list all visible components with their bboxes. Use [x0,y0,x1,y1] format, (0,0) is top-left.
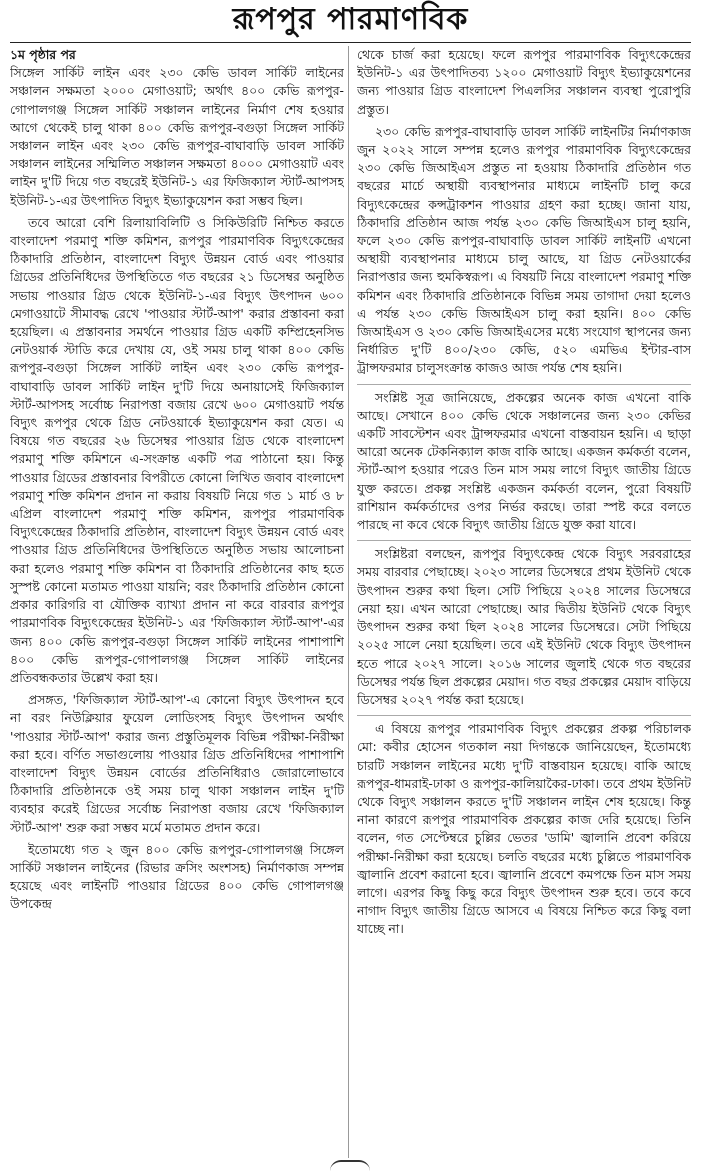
paragraph: ২৩০ কেভি রূপপুর-বাঘাবাড়ি ডাবল সার্কিট লাইনটির নির্মাণকাজ জুন ২০২২ সালে সম্পন্ন হলেও রূপপুর পারমাণবিক বিদ্যুৎকেন্দ্রের ২৩০ কেভি জিআইএস প্রস্তুত না হওয়ায় ঠিকাদারি প্রতিষ্ঠান গত বছরের মার্চে অস্থায়ী ব্যবস্থাপনার মাধ্যমে লাইনটি চালু করে বিদ্যুৎকেন্দ্রের কন্সট্রাকশন পাওয়ার গ্রহণ করা হচ্ছে। জানা যায়, ঠিকাদারি প্রতিষ্ঠান আজ পর্যন্ত ২৩০ কেভি জিআইএস চালু হয়নি, ফলে ২৩০ কেভি রূপপুর-বাঘাবাড়ি ডাবল সার্কিট লাইনটি এখনো অস্থায়ী ব্যবস্থাপনার মাধ্যমে চালু আছে, যা গ্রিড নেটওয়ার্কের নিরাপত্তার জন্য হুমকিস্বরূপ। এ বিষয়টি নিয়ে বাংলাদেশ পরমাণু শক্তি কমিশন এবং ঠিকাদারি প্রতিষ্ঠানকে বিভিন্ন সময় তাগাদা দেয়া হলেও এ পর্যন্ত ২৩০ কেভি জিআইএস চালু করা হয়নি। ৪০০ কেভি জিআইএস ও ২৩০ কেভি জিআইএসের মধ্যে সংযোগ স্থাপনের জন্য নির্ধারিত দু'টি ৪০০/২৩০ কেভি, ৫২০ এমভিএ ইন্টার-বাস ট্রান্সফরমার চালুসংক্রান্ত কাজও আজ পর্যন্ত শেষ হয়নি। [357,123,691,376]
paragraph: সিঙ্গেল সার্কিট লাইন এবং ২৩০ কেভি ডাবল সার্কিট লাইনের সঞ্চালন সক্ষমতা ২০০০ মেগাওয়াট; অর্থাৎ ৪০০ কেভি রূপপুর-গোপালগঞ্জ সিঙ্গেল সার্কিট সঞ্চালন লাইনের নির্মাণ শেষ হওয়ার আগে থেকেই চালু থাকা ৪০০ কেভি রূপপুর-বগুড়া সিঙ্গেল সার্কিট সঞ্চালন লাইন এবং ২৩০ কেভি রূপপুর-বাঘাবাড়ি ডাবল সার্কিট সঞ্চালন লাইনের সম্মিলিত সঞ্চালন সক্ষমতা ৪০০০ মেগাওয়াট এবং লাইন দু'টি দিয়ে গত বছরেই ইউনিট-১ এর ফিজিক্যাল স্টার্ট-আপসহ ইউনিট-১-এর উৎপাদিত বিদ্যুৎ ইভ্যাকুয়েশন করা সম্ভব ছিল। [10,65,344,208]
paragraph: সংশ্লিষ্টরা বলছেন, রূপপুর বিদ্যুৎকেন্দ্র থেকে বিদ্যুৎ সরবরাহের সময় বারবার পেছাচ্ছে। ২০২৩ সালের ডিসেম্বরে প্রথম ইউনিট থেকে উৎপাদন শুরুর কথা ছিল। সেটি পিছিয়ে ২০২৪ সালের ডিসেম্বরে নেয়া হয়। এখন আরো পেছাচ্ছে। আর দ্বিতীয় ইউনিট থেকে বিদ্যুৎ উৎপাদন শুরুর কথা ছিল ২০২৪ সালের ডিসেম্বরে। সেটা পিছিয়ে ২০২৫ সালে নেয়া হয়েছিল। তবে এই ইউনিট থেকে বিদ্যুৎ উৎপাদন হতে পারে ২০২৭ সালে। ২০১৬ সালের জুলাই থেকে গত বছরের ডিসেম্বর পর্যন্ত ছিল প্রকল্পের মেয়াদ। গত বছর প্রকল্পের মেয়াদ বাড়িয়ে ডিসেম্বর ২০২৭ পর্যন্ত করা হয়েছে। [357,540,691,709]
headline-rule [10,42,691,43]
paragraph: তবে আরো বেশি রিলায়াবিলিটি ও সিকিউরিটি নিশ্চিত করতে বাংলাদেশ পরমাণু শক্তি কমিশন, রূপপুর পারমাণবিক বিদ্যুৎকেন্দ্রের ঠিকাদারি প্রতিষ্ঠান, বাংলাদেশ বিদ্যুৎ উন্নয়ন বোর্ড এবং পাওয়ার গ্রিডের প্রতিনিধিদের উপস্থিতিতে গত বছরের ২১ ডিসেম্বর অনুষ্ঠিত সভায় পাওয়ার গ্রিড থেকে ইউনিট-১-এর বিদ্যুৎ উৎপাদন ৬০০ মেগাওয়াটে সীমাবদ্ধ রেখে 'পাওয়ার স্টার্ট-আপ' করার প্রস্তাবনা করা হয়েছিল। এ প্রস্তাবনার সমর্থনে পাওয়ার গ্রিড একটি কম্প্রিহেনসিভ নেটওয়ার্ক স্টাডি করে দেখায় যে, ওই সময় চালু থাকা ৪০০ কেভি রূপপুর-বগুড়া সিঙ্গেল সার্কিট লাইন এবং ২৩০ কেভি রূপপুর-বাঘাবাড়ি ডাবল সার্কিট লাইন দু'টি দিয়ে অনায়াসেই ফিজিক্যাল স্টার্ট-আপসহ সর্বোচ্চ নিরাপত্তা বজায় রেখে ৬০০ মেগাওয়াট পর্যন্ত বিদ্যুৎ রূপপুর থেকে গ্রিড নেটওয়ার্কে ইভ্যাকুয়েশন করা যেত। এ বিষয়ে গত বছরের ২৬ ডিসেম্বর পাওয়ার গ্রিড থেকে বাংলাদেশ পরমাণু শক্তি কমিশনে এ-সংক্রান্ত একটি পত্র পাঠানো হয়। কিন্তু পাওয়ার গ্রিডের প্রস্তাবনার বিপরীতে কোনো লিখিত জবাব বাংলাদেশ পরমাণু শক্তি কমিশন প্রদান না করায় বিষয়টি নিয়ে গত ১ মার্চ ও ৮ এপ্রিল বাংলাদেশ পরমাণু শক্তি কমিশন, রূপপুর পারমাণবিক বিদ্যুৎকেন্দ্রের ঠিকাদারি প্রতিষ্ঠান, বাংলাদেশ বিদ্যুৎ উন্নয়ন বোর্ড এবং পাওয়ার গ্রিড প্রতিনিধিদের উপস্থিতিতে অনুষ্ঠিত সভায় আলোচনা করা হলেও পরমাণু শক্তি কমিশন বা ঠিকাদারি প্রতিষ্ঠানের কাছ হতে সুস্পষ্ট কোনো মতামত পাওয়া যায়নি; বরং ঠিকাদারি প্রতিষ্ঠান কোনো প্রকার কারিগরি বা যৌক্তিক ব্যাখ্যা প্রদান না করে বারবার রূপপুর পারমাণবিক বিদ্যুৎকেন্দ্রের ইউনিট-১ এর 'ফিজিক্যাল স্টার্ট-আপ'-এর জন্য ৪০০ কেভি রূপপুর-বগুড়া সিঙ্গেল সার্কিট লাইনের পাশাপাশি ৪০০ কেভি রূপপুর-গোপালগঞ্জ সিঙ্গেল সার্কিট লাইনের প্রতিবন্ধকতার উল্লেখ করা হয়। [10,214,344,685]
column-divider [348,46,349,1158]
footer-ornament [330,1160,370,1171]
right-column [357,46,691,1156]
paragraph: থেকে চার্জ করা হয়েছে। ফলে রূপপুর পারমাণবিক বিদ্যুৎকেন্দ্রের ইউনিট-১ এর উৎপাদিতব্য ১২০০ মেগাওয়াট বিদ্যুৎ ইভ্যাকুয়েশনের জন্য পাওয়ার গ্রিড বাংলাদেশ পিএলসির সঞ্চালন ব্যবস্থা পুরোপুরি প্রস্তুত। [357,47,691,117]
continued-from-label: ১ম পৃষ্ঠার পর [10,47,76,62]
paragraph: এ বিষয়ে রূপপুর পারমাণবিক বিদ্যুৎ প্রকল্পের প্রকল্প পরিচালক মো: কবীর হোসেন গতকাল নয়া দিগন্তকে জানিয়েছেন, ইতোমধ্যে চারটি সঞ্চালন লাইনের মধ্যে দু'টি বাস্তবায়ন হয়েছে। বাকি আছে রূপপুর-ধামরাই-ঢাকা ও রূপপুর-কালিয়াকৈর-ঢাকা। তবে প্রথম ইউনিট থেকে বিদ্যুৎ সঞ্চালন করতে দু'টি সঞ্চালন লাইন শেষ হয়েছে। কিন্তু নানা কারণে রূপপুর পারমাণবিক প্রকল্পের কাজ দেরি হয়েছে। তিনি বলেন, গত সেপ্টেম্বরে চুল্লির ভেতর 'ডামি' জ্বালানি প্রবেশ করিয়ে পরীক্ষা-নিরীক্ষা করা হয়েছে। চলতি বছরের মধ্যে চুল্লিতে পারমাণবিক জ্বালানি প্রবেশ করানো হবে। জ্বালানি প্রবেশে কমপক্ষে তিন মাস সময় লাগে। এরপর কিছু কিছু করে বিদ্যুৎ উৎপাদন শুরু হবে। তবে কবে নাগাদ বিদ্যুৎ জাতীয় গ্রিডে আসবে এ বিষয়ে নিশ্চিত করে কিছু বলা যাচ্ছে না। [357,715,691,938]
paragraph: ইতোমধ্যে গত ২ জুন ৪০০ কেভি রূপপুর-গোপালগঞ্জ সিঙ্গেল সার্কিট সঞ্চালন লাইনের (রিভার ক্রসিং অংশসহ) নির্মাণকাজ সম্পন্ন হয়েছে এবং লাইনটি পাওয়ার গ্রিডের ৪০০ কেভি গোপালগঞ্জ উপকেন্দ্র [10,841,344,912]
left-column [10,46,344,1156]
page-headline: রূপপুর পারমাণবিক [232,2,469,37]
paragraph: প্রসঙ্গত, 'ফিজিক্যাল স্টার্ট-আপ'-এ কোনো বিদ্যুৎ উৎপাদন হবে না বরং নিউক্লিয়ার ফুয়েল লোডিংসহ বিদ্যুৎ উৎপাদন অর্থাৎ 'পাওয়ার স্টার্ট-আপ' করার জন্য প্রস্তুতিমূলক বিভিন্ন পরীক্ষা-নিরীক্ষা করা হবে। বর্ণিত সভাগুলোয় পাওয়ার গ্রিড প্রতিনিধিদের পাশাপাশি বাংলাদেশ বিদ্যুৎ উন্নয়ন বোর্ডের প্রতিনিধিরাও জোরালোভাবে ঠিকাদারি প্রতিষ্ঠানকে ওই সময় চালু থাকা সঞ্চালন লাইন দু'টি ব্যবহার করেই গ্রিডের সর্বোচ্চ নিরাপত্তা বজায় রেখে 'ফিজিক্যাল স্টার্ট-আপ' শুরু করা সম্ভব মর্মে মতামত প্রদান করে। [10,692,344,835]
paragraph: সংশ্লিষ্ট সূত্র জানিয়েছে, প্রকল্পের অনেক কাজ এখনো বাকি আছে। সেখানে ৪০০ কেভি থেকে সঞ্চালনের জন্য ২৩০ কেভির একটি সাবস্টেশন এবং ট্রান্সফরমার এখনো বাস্তবায়ন হয়নি। এ ছাড়া আরো অনেক টেকনিক্যাল কাজ বাকি আছে। একজন কর্মকর্তা বলেন, স্টার্ট-আপ হওয়ার পরেও তিন মাস সময় লাগে বিদ্যুৎ জাতীয় গ্রিডে যুক্ত করতে। প্রকল্প সংশ্লিষ্ট একজন কর্মকর্তা বলেন, পুরো বিষয়টি রাশিয়ান কর্মকর্তাদের ওপর নির্ভর করছে। তারা স্পষ্ট করে বলতে পারছে না কবে থেকে বিদ্যুৎ জাতীয় গ্রিডে যুক্ত করা যাবে। [357,384,691,535]
